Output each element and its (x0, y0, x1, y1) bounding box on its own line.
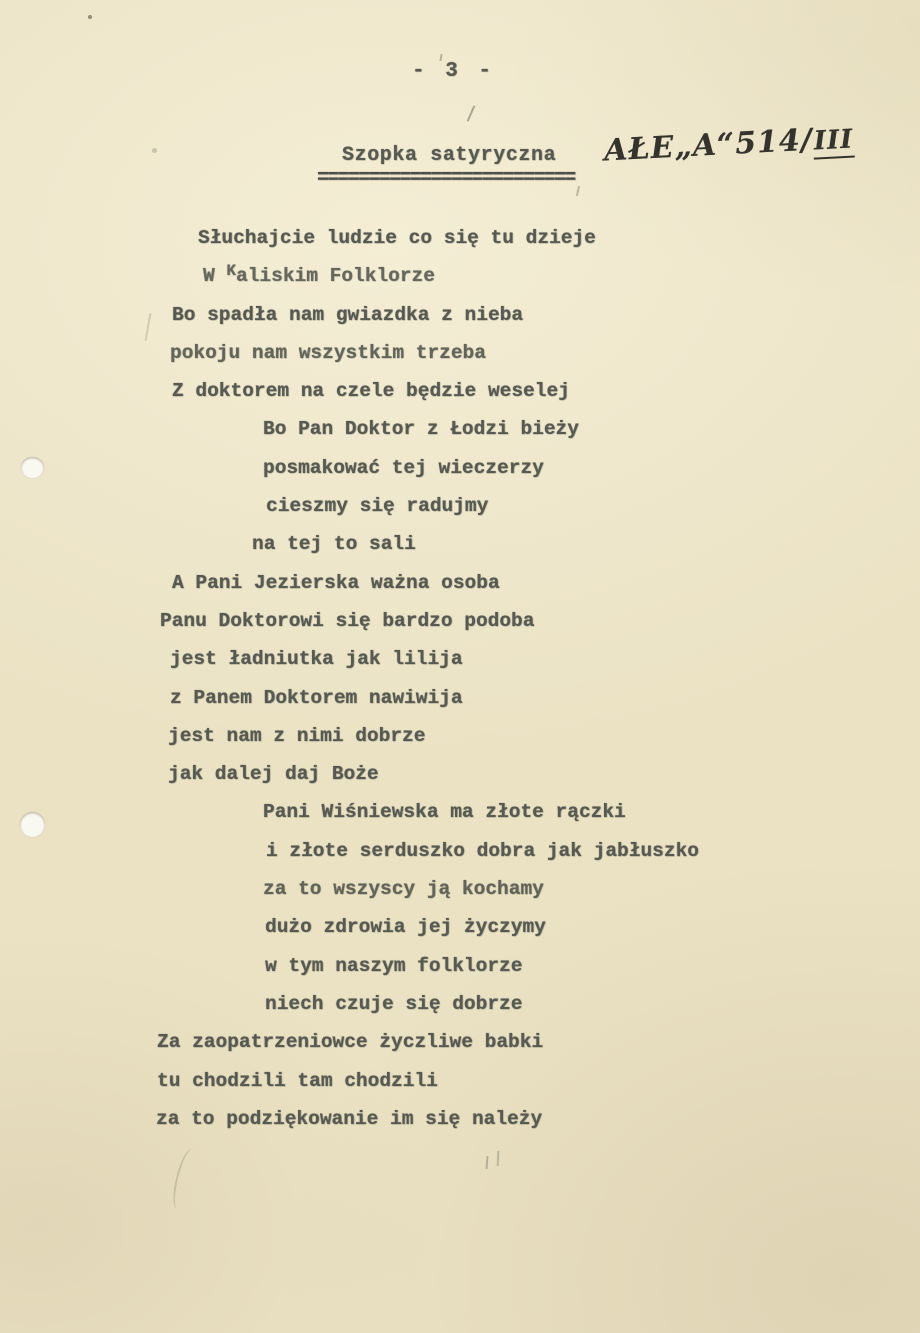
poem-line: Bo Pan Doktor z Łodzi bieży (263, 418, 579, 441)
page-number: - 3 - (412, 60, 496, 83)
poem-line: i złote serduszko dobra jak jabłuszko (266, 839, 699, 862)
poem-line: jak dalej daj Boże (168, 763, 379, 786)
poem-line: dużo zdrowia jej życzymy (265, 916, 546, 939)
annotation-text: AŁE„A“514/ (603, 122, 814, 169)
poem-line: jest nam z nimi dobrze (168, 724, 426, 747)
poem-line-segment: W (203, 265, 227, 288)
poem-line-segment: aliskim Folklorze (236, 265, 435, 288)
poem-line: tu chodzili tam chodzili (157, 1069, 438, 1092)
poem-line: A Pani Jezierska ważna osoba (172, 571, 500, 594)
punch-hole-top (21, 457, 44, 478)
poem-line: niech czuje się dobrze (265, 992, 523, 1015)
annotation-roman-numeral: III (812, 124, 855, 159)
poem-line: pokoju nam wszystkim trzeba (170, 341, 486, 364)
title-underline: ========================= (317, 167, 575, 190)
stray-mark (486, 1156, 489, 1169)
stray-mark (467, 105, 476, 121)
poem (0, 219, 920, 1138)
page-title: Szopka satyryczna (342, 144, 557, 167)
poem-line: Za zaopatrzeniowce życzliwe babki (157, 1031, 544, 1054)
poem-line: jest ładniutka jak lilija (170, 648, 463, 671)
raised-letter: K (226, 262, 237, 281)
stray-pencil-squiggle (169, 1147, 201, 1212)
poem-line: na tej to sali (252, 533, 416, 556)
paper-speck (152, 148, 157, 153)
paper-speck (88, 15, 92, 19)
stray-mark (497, 1151, 500, 1166)
poem-line: Z doktorem na czele będzie weselej (172, 380, 570, 403)
poem-line: za to podziękowanie im się należy (156, 1107, 543, 1130)
handwritten-annotation (603, 120, 855, 168)
punch-hole-bottom (20, 812, 45, 837)
poem-line: Bo spadła nam gwiazdka z nieba (172, 303, 524, 326)
poem-line: za to wszyscy ją kochamy (263, 878, 544, 901)
stray-mark (576, 186, 580, 196)
poem-line: w tym naszym folklorze (265, 954, 523, 977)
poem-line (5, 257, 920, 295)
poem-line: cieszmy się radujmy (266, 495, 489, 518)
poem-line: z Panem Doktorem nawiwija (170, 686, 463, 709)
poem-line: Słuchajcie ludzie co się tu dzieje (198, 227, 596, 249)
poem-line: Pani Wiśniewska ma złote rączki (263, 801, 626, 824)
poem-line: Panu Doktorowi się bardzo podoba (160, 609, 535, 632)
poem-line: posmakować tej wieczerzy (263, 456, 544, 479)
